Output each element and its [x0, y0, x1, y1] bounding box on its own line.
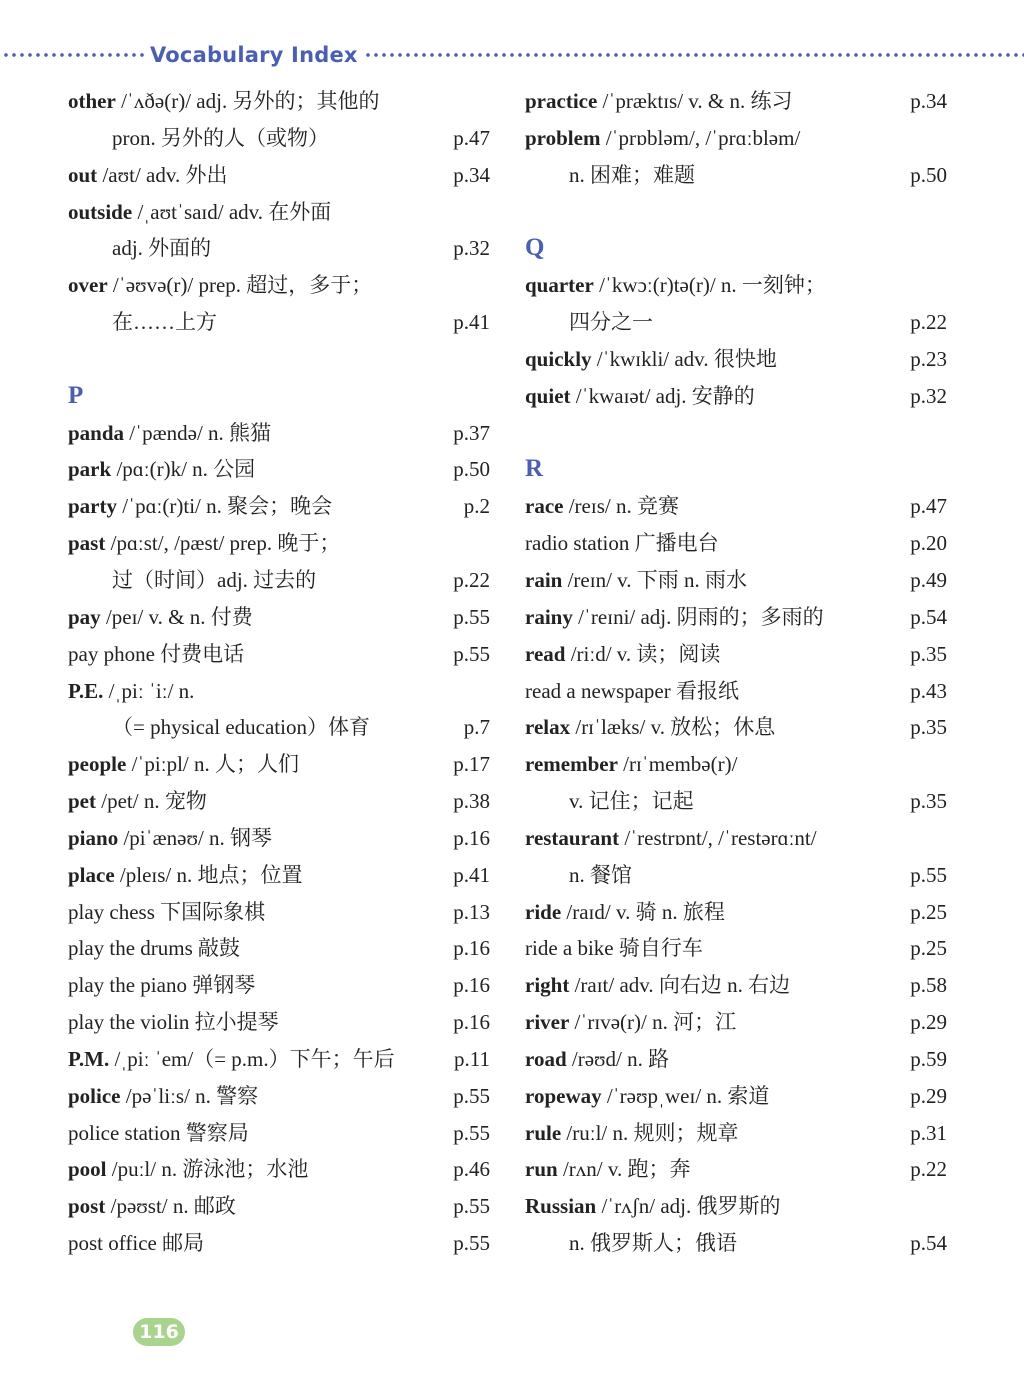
entry-text: past /pɑːst/, /pæst/ prep. 晚于；	[68, 531, 341, 556]
index-entry	[68, 415, 498, 452]
entry-page-ref: p.54	[910, 1231, 947, 1256]
entry-text: place /pleɪs/ n. 地点；位置	[68, 862, 303, 887]
entry-text: ropeway /ˈrəʊpˌweɪ/ n. 索道	[525, 1083, 770, 1108]
entry-text: radio station 广播电台	[525, 531, 719, 556]
entry-page-ref: p.55	[453, 1120, 490, 1145]
entry-page-ref: p.55	[453, 1194, 490, 1219]
entry-text: rain /reɪn/ v. 下雨 n. 雨水	[525, 567, 748, 592]
index-entry	[525, 1078, 955, 1115]
entry-text: read /riːd/ v. 读；阅读	[525, 641, 721, 666]
entry-text: adj. 外面的	[112, 236, 212, 261]
header-dotted-rule-left	[2, 53, 144, 57]
entry-text: pron. 另外的人（或物）	[112, 125, 329, 150]
entry-text: 过（时间）adj. 过去的	[112, 567, 317, 592]
entry-page-ref: p.22	[910, 310, 947, 335]
entry-page-ref: p.55	[453, 1231, 490, 1256]
header-dotted-rule-right	[364, 53, 1024, 57]
entry-text: run /rʌn/ v. 跑；奔	[525, 1157, 691, 1182]
entry-page-ref: p.47	[453, 125, 490, 150]
entry-text: quiet /ˈkwaɪət/ adj. 安静的	[525, 383, 755, 408]
entry-text: （= physical education）体育	[112, 715, 370, 740]
entry-text: restaurant /ˈrestrɒnt/, /ˈrestərɑːnt/	[525, 825, 817, 850]
entry-text: pet /pet/ n. 宠物	[68, 789, 207, 814]
index-entry	[68, 488, 498, 525]
entry-page-ref: p.25	[910, 899, 947, 924]
entry-text: out /aʊt/ adv. 外出	[68, 162, 228, 187]
index-entry	[68, 857, 498, 894]
index-entry	[525, 83, 955, 120]
index-entry	[525, 525, 955, 562]
entry-page-ref: p.17	[453, 752, 490, 777]
entry-page-ref: p.13	[453, 899, 490, 924]
entry-page-ref: p.59	[910, 1046, 947, 1071]
section-letter-row	[525, 451, 955, 488]
index-entry	[525, 746, 955, 783]
entry-text: read a newspaper 看报纸	[525, 678, 739, 703]
index-entry	[68, 967, 498, 1004]
spacer-row	[68, 341, 498, 378]
index-column-right	[525, 83, 955, 1262]
index-entry	[68, 636, 498, 673]
index-entry	[525, 857, 955, 894]
entry-page-ref: p.16	[453, 825, 490, 850]
index-entry	[68, 1004, 498, 1041]
index-entry	[525, 157, 955, 194]
entry-text: rule /ruːl/ n. 规则；规章	[525, 1120, 739, 1145]
index-entry	[525, 1004, 955, 1041]
entry-page-ref: p.55	[453, 604, 490, 629]
entry-text: road /rəʊd/ n. 路	[525, 1046, 670, 1071]
index-entry	[525, 562, 955, 599]
entry-text: n. 困难；难题	[569, 162, 695, 187]
index-entry	[525, 1225, 955, 1262]
index-entry	[68, 1078, 498, 1115]
entry-text: pool /puːl/ n. 游泳池；水池	[68, 1157, 309, 1182]
index-entry	[525, 1151, 955, 1188]
index-entry	[68, 709, 498, 746]
entry-page-ref: p.43	[910, 678, 947, 703]
index-entry	[68, 304, 498, 341]
entry-text: n. 餐馆	[569, 862, 632, 887]
index-entry	[525, 820, 955, 857]
entry-text: panda /ˈpændə/ n. 熊猫	[68, 420, 272, 445]
index-entry	[68, 1115, 498, 1152]
entry-text: post office 邮局	[68, 1231, 205, 1256]
section-letter-row	[68, 378, 498, 415]
index-entry	[68, 783, 498, 820]
entry-text: right /raɪt/ adv. 向右边 n. 右边	[525, 973, 791, 998]
entry-text: pay /peɪ/ v. & n. 付费	[68, 604, 253, 629]
entry-page-ref: p.32	[453, 236, 490, 261]
spacer-row	[525, 194, 955, 231]
entry-page-ref: p.16	[453, 936, 490, 961]
entry-page-ref: p.50	[910, 162, 947, 187]
entry-page-ref: p.16	[453, 973, 490, 998]
entry-page-ref: p.47	[910, 494, 947, 519]
entry-page-ref: p.41	[453, 862, 490, 887]
index-entry	[68, 1188, 498, 1225]
index-entry	[68, 525, 498, 562]
entry-page-ref: p.55	[453, 1083, 490, 1108]
entry-text: v. 记住；记起	[569, 789, 694, 814]
index-entry	[525, 378, 955, 415]
index-column-left	[68, 83, 498, 1262]
index-entry	[68, 230, 498, 267]
entry-page-ref: p.37	[453, 420, 490, 445]
entry-text: 在……上方	[112, 310, 217, 335]
entry-page-ref: p.31	[910, 1120, 947, 1145]
entry-page-ref: p.25	[910, 936, 947, 961]
index-entry	[525, 267, 955, 304]
entry-page-ref: p.55	[910, 862, 947, 887]
index-entry	[525, 120, 955, 157]
entry-text: n. 俄罗斯人；俄语	[569, 1231, 737, 1256]
index-entry	[525, 967, 955, 1004]
index-entry	[68, 1151, 498, 1188]
entry-page-ref: p.50	[453, 457, 490, 482]
entry-page-ref: p.29	[910, 1083, 947, 1108]
entry-text: party /ˈpɑː(r)ti/ n. 聚会；晚会	[68, 494, 333, 519]
entry-page-ref: p.49	[910, 567, 947, 592]
entry-text: over /ˈəʊvə(r)/ prep. 超过，多于；	[68, 273, 373, 298]
entry-text: play chess 下国际象棋	[68, 899, 266, 924]
index-entry	[525, 709, 955, 746]
index-entry	[525, 1188, 955, 1225]
entry-page-ref: p.46	[453, 1157, 490, 1182]
index-entry	[525, 673, 955, 710]
section-letter-row	[525, 230, 955, 267]
entry-text: Russian /ˈrʌʃn/ adj. 俄罗斯的	[525, 1194, 781, 1219]
entry-page-ref: p.54	[910, 604, 947, 629]
index-entry	[68, 599, 498, 636]
section-letter: P	[68, 381, 84, 409]
entry-text: 四分之一	[569, 310, 653, 335]
index-entry	[525, 783, 955, 820]
entry-text: park /pɑː(r)k/ n. 公园	[68, 457, 256, 482]
entry-page-ref: p.34	[910, 89, 947, 113]
spacer-row	[525, 415, 955, 452]
index-entry	[525, 304, 955, 341]
entry-page-ref: p.34	[453, 162, 490, 187]
entry-page-ref: p.35	[910, 715, 947, 740]
entry-text: people /ˈpiːpl/ n. 人；人们	[68, 752, 300, 777]
entry-text: police station 警察局	[68, 1120, 249, 1145]
entry-page-ref: p.11	[454, 1046, 490, 1071]
entry-text: piano /piˈænəʊ/ n. 钢琴	[68, 825, 273, 850]
entry-text: play the piano 弹钢琴	[68, 973, 256, 998]
entry-page-ref: p.35	[910, 641, 947, 666]
entry-page-ref: p.7	[463, 715, 490, 740]
entry-text: relax /rɪˈlæks/ v. 放松；休息	[525, 715, 776, 740]
entry-text: rainy /ˈreɪni/ adj. 阴雨的；多雨的	[525, 604, 824, 629]
index-entry	[525, 930, 955, 967]
section-letter: R	[525, 455, 544, 483]
entry-page-ref: p.55	[453, 641, 490, 666]
entry-page-ref: p.41	[453, 310, 490, 335]
entry-text: P.E. /ˌpiː ˈiː/ n.	[68, 678, 195, 703]
entry-page-ref: p.35	[910, 789, 947, 814]
entry-text: outside /ˌaʊtˈsaɪd/ adv. 在外面	[68, 199, 332, 224]
page-header	[0, 40, 1024, 70]
index-entry	[525, 341, 955, 378]
entry-text: pay phone 付费电话	[68, 641, 245, 666]
index-entry	[68, 267, 498, 304]
entry-text: play the violin 拉小提琴	[68, 1010, 279, 1035]
entry-page-ref: p.16	[453, 1010, 490, 1035]
entry-text: quarter /ˈkwɔː(r)tə(r)/ n. 一刻钟；	[525, 273, 826, 298]
entry-text: ride a bike 骑自行车	[525, 936, 703, 961]
index-entry	[68, 451, 498, 488]
index-entry	[68, 894, 498, 931]
entry-text: post /pəʊst/ n. 邮政	[68, 1194, 236, 1219]
index-entry	[525, 1041, 955, 1078]
entry-text: practice /ˈpræktɪs/ v. & n. 练习	[525, 89, 793, 113]
entry-text: race /reɪs/ n. 竞赛	[525, 494, 679, 519]
entry-page-ref: p.23	[910, 346, 947, 371]
index-entry	[68, 820, 498, 857]
entry-page-ref: p.32	[910, 383, 947, 408]
entry-text: remember /rɪˈmembə(r)/	[525, 752, 738, 777]
index-entry	[68, 83, 498, 120]
header-title: Vocabulary Index	[150, 43, 358, 67]
index-entry	[525, 1115, 955, 1152]
index-entry	[68, 1225, 498, 1262]
index-entry	[68, 562, 498, 599]
entry-page-ref: p.20	[910, 531, 947, 556]
entry-text: problem /ˈprɒbləm/, /ˈprɑːbləm/	[525, 125, 801, 150]
entry-page-ref: p.38	[453, 789, 490, 814]
entry-page-ref: p.29	[910, 1010, 947, 1035]
entry-text: other /ˈʌðə(r)/ adj. 另外的；其他的	[68, 89, 380, 113]
entry-text: police /pəˈliːs/ n. 警察	[68, 1083, 259, 1108]
page-number-badge: 116	[133, 1318, 185, 1346]
entry-text: P.M. /ˌpiː ˈem/（= p.m.）下午；午后	[68, 1046, 395, 1071]
index-entry	[68, 930, 498, 967]
index-entry	[68, 120, 498, 157]
entry-text: ride /raɪd/ v. 骑 n. 旅程	[525, 899, 725, 924]
entry-text: quickly /ˈkwɪkli/ adv. 很快地	[525, 346, 777, 371]
section-letter: Q	[525, 234, 545, 262]
entry-text: play the drums 敲鼓	[68, 936, 241, 961]
entry-text: river /ˈrɪvə(r)/ n. 河；江	[525, 1010, 737, 1035]
index-entry	[525, 599, 955, 636]
index-entry	[68, 194, 498, 231]
entry-page-ref: p.22	[910, 1157, 947, 1182]
entry-page-ref: p.58	[910, 973, 947, 998]
index-entry	[68, 157, 498, 194]
index-entry	[68, 673, 498, 710]
index-entry	[525, 488, 955, 525]
index-entry	[68, 1041, 498, 1078]
entry-page-ref: p.22	[453, 567, 490, 592]
index-entry	[68, 746, 498, 783]
index-entry	[525, 636, 955, 673]
entry-page-ref: p.2	[463, 494, 490, 519]
index-entry	[525, 894, 955, 931]
